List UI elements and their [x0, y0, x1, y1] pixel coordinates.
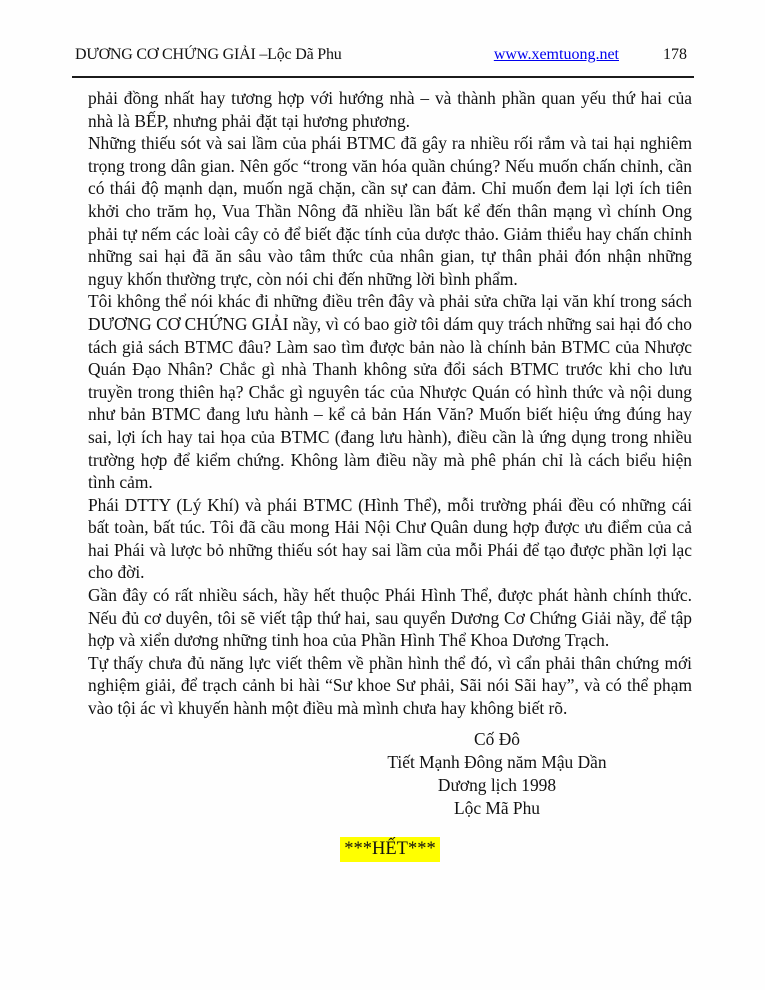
signature-block — [297, 728, 697, 821]
page-header — [0, 0, 765, 64]
page-number: 178 — [663, 46, 687, 63]
paragraph: Những thiếu sót và sai lầm của phái BTMC đã gây ra nhiều rối rắm và tai hại nghiêm trọng trong dân gian. Nên gốc “trong văn hóa quần chúng? Nếu muốn chấn chỉnh, cần có thái độ mạnh dạn, muốn ngă chặn, cần sự can đảm. Chỉ muốn đem lại lợi ích tiên khởi cho trăm họ, Vua Thần Nông đã nhiều lần bất kể đến thân mạng vì chính Ong phải tự nếm các loài cây cỏ để biết đặc tính của dược thảo. Giảm thiểu hay chấn chỉnh những sai hại đã ăn sâu vào tâm thức của nhân gian, tự thân phải đón nhận những nguy khốn thường trực, còn nói chi đến những lời bình phẩm. — [88, 133, 692, 289]
paragraph: Tự thấy chưa đủ năng lực viết thêm về phần hình thể đó, vì cẩn phải thân chứng mới nghiệm giải, để trạch cảnh bi hài “Sư khoe Sư phải, Sãi nói Sãi hay”, và có thể phạm vào tội ác vì khuyến hành một điều mà mình chưa hay không biết rõ. — [88, 652, 692, 719]
signature-line: Dương lịch 1998 — [437, 775, 557, 796]
end-marker-wrap — [88, 837, 692, 862]
paragraph: phải đồng nhất hay tương hợp với hướng nhà – và thành phần quan yếu thứ hai của nhà là BẾP, nhưng phải đặt tại hương phương. — [88, 88, 692, 131]
page-body — [88, 87, 692, 862]
paragraph: Tôi không thể nói khác đi những điều trên đây và phải sửa chữa lại văn khí trong sách DƯƠNG CƠ CHỨNG GIẢI nầy, vì có bao giờ tôi dám quy trách những sai hại đó cho tách giả sách BTMC đâu? Làm sao tìm được bản nào là chính bản BTMC của Nhược Quán Đạo Nhân? Chắc gì nhà Thanh không sửa đổi sách BTMC trước khi cho lưu truyền trong thiên hạ? Chắc gì nguyên tác của Nhược Quán có hình thức và nội dung như bản BTMC đang lưu hành – kể cả bản Hán Văn? Muốn biết hiệu ứng đúng hay sai, lợi ích hay tai họa của BTMC (đang lưu hành), điều cần là ứng dụng trong nhiều trường hợp để kiểm chứng. Không làm điều nầy mà phê phán chỉ là cách biểu hiện tình cảm. — [88, 291, 692, 493]
signature-line: Cố Đô — [474, 728, 520, 749]
header-right — [494, 46, 687, 64]
body-paragraphs — [88, 87, 692, 720]
signature-line: Tiết Mạnh Đông năm Mậu Dần — [387, 751, 607, 772]
paragraph: Phái DTTY (Lý Khí) và phái BTMC (Hình Thể), mỗi trường phái đều có những cái bất toàn, bất túc. Tôi đã cầu mong Hải Nội Chư Quân dung hợp được ưu điểm của cả hai Phái và lược bỏ những thiếu sót hay sai lầm của mỗi Phái để tạo được phần lợi lạc cho đời. — [88, 494, 692, 583]
website-link[interactable]: www.xemtuong.net — [493, 46, 619, 63]
end-marker: ***HẾT*** — [340, 837, 439, 862]
paragraph: Gần đây có rất nhiều sách, hầy hết thuộc Phái Hình Thể, được phát hành chính thức. Nếu đủ cơ duyên, tôi sẽ viết tập thứ hai, sau quyển Dương Cơ Chứng Giải nầy, để tập hợp và xiển dương những tinh hoa của Phần Hình Thể Khoa Dương Trạch. — [88, 585, 692, 651]
header-divider — [72, 76, 694, 78]
signature-line: Lộc Mã Phu — [454, 798, 540, 819]
book-title: DƯƠNG CƠ CHỨNG GIẢI –Lộc Dã Phu — [75, 46, 342, 63]
